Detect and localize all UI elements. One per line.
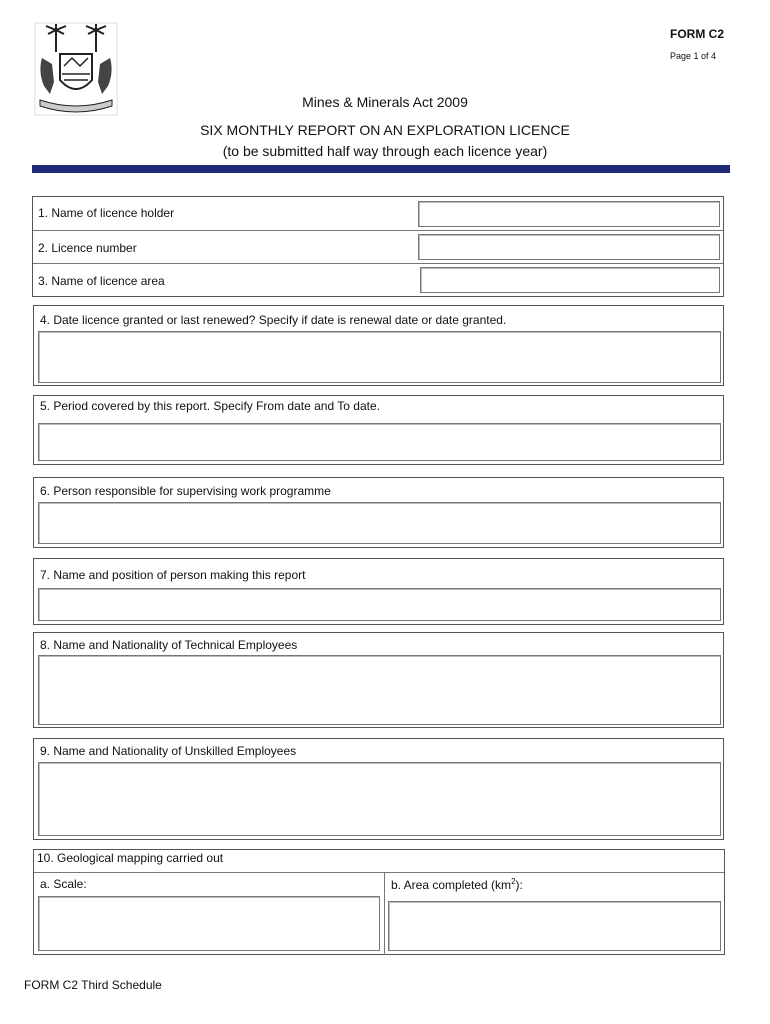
unskilled-employees-label: 9. Name and Nationality of Unskilled Employees <box>40 744 297 758</box>
area-completed-input[interactable] <box>388 901 721 951</box>
supervisor-label: 6. Person responsible for supervising work programme <box>40 484 331 498</box>
scale-input[interactable] <box>38 896 380 951</box>
licence-area-input[interactable] <box>420 267 720 293</box>
area-completed-label: b. Area completed $(km^2)$: <box>391 877 523 892</box>
geological-mapping-label: 10. Geological mapping carried out <box>37 851 224 865</box>
technical-employees-input[interactable] <box>38 655 721 725</box>
licence-number-input[interactable] <box>418 234 720 260</box>
unskilled-employees-input[interactable] <box>38 762 721 836</box>
divider <box>34 872 724 873</box>
period-covered-input[interactable] <box>38 423 721 461</box>
header-divider-bar <box>32 165 730 173</box>
page-footer: FORM C2 Third Schedule <box>24 978 162 992</box>
report-author-label: 7. Name and position of person making this report <box>40 568 306 582</box>
divider <box>384 872 385 955</box>
licence-holder-input[interactable] <box>418 201 720 227</box>
technical-employees-label: 8. Name and Nationality of Technical Employees <box>40 638 298 652</box>
divider <box>33 263 723 264</box>
report-author-input[interactable] <box>38 588 721 621</box>
date-granted-input[interactable] <box>38 331 721 383</box>
act-name: Mines & Minerals Act 2009 <box>302 94 468 110</box>
page-number: Page 1 of 4 <box>670 51 717 61</box>
form-code: FORM C2 <box>670 27 724 41</box>
licence-number-label: 2. Licence number <box>38 241 137 255</box>
page-title: SIX MONTHLY REPORT ON AN EXPLORATION LICENCE <box>200 122 570 138</box>
page-subtitle: (to be submitted half way through each licence year) <box>222 143 548 159</box>
period-covered-label: 5. Period covered by this report. Specify From date and To date. <box>40 399 380 413</box>
supervisor-input[interactable] <box>38 502 721 544</box>
licence-area-label: 3. Name of licence area <box>38 274 165 288</box>
divider <box>33 230 723 231</box>
licence-holder-label: 1. Name of licence holder <box>38 206 175 220</box>
date-granted-label: 4. Date licence granted or last renewed? Specify if date is renewal date or date granted. <box>40 313 507 327</box>
scale-label: a. Scale: <box>40 877 87 891</box>
